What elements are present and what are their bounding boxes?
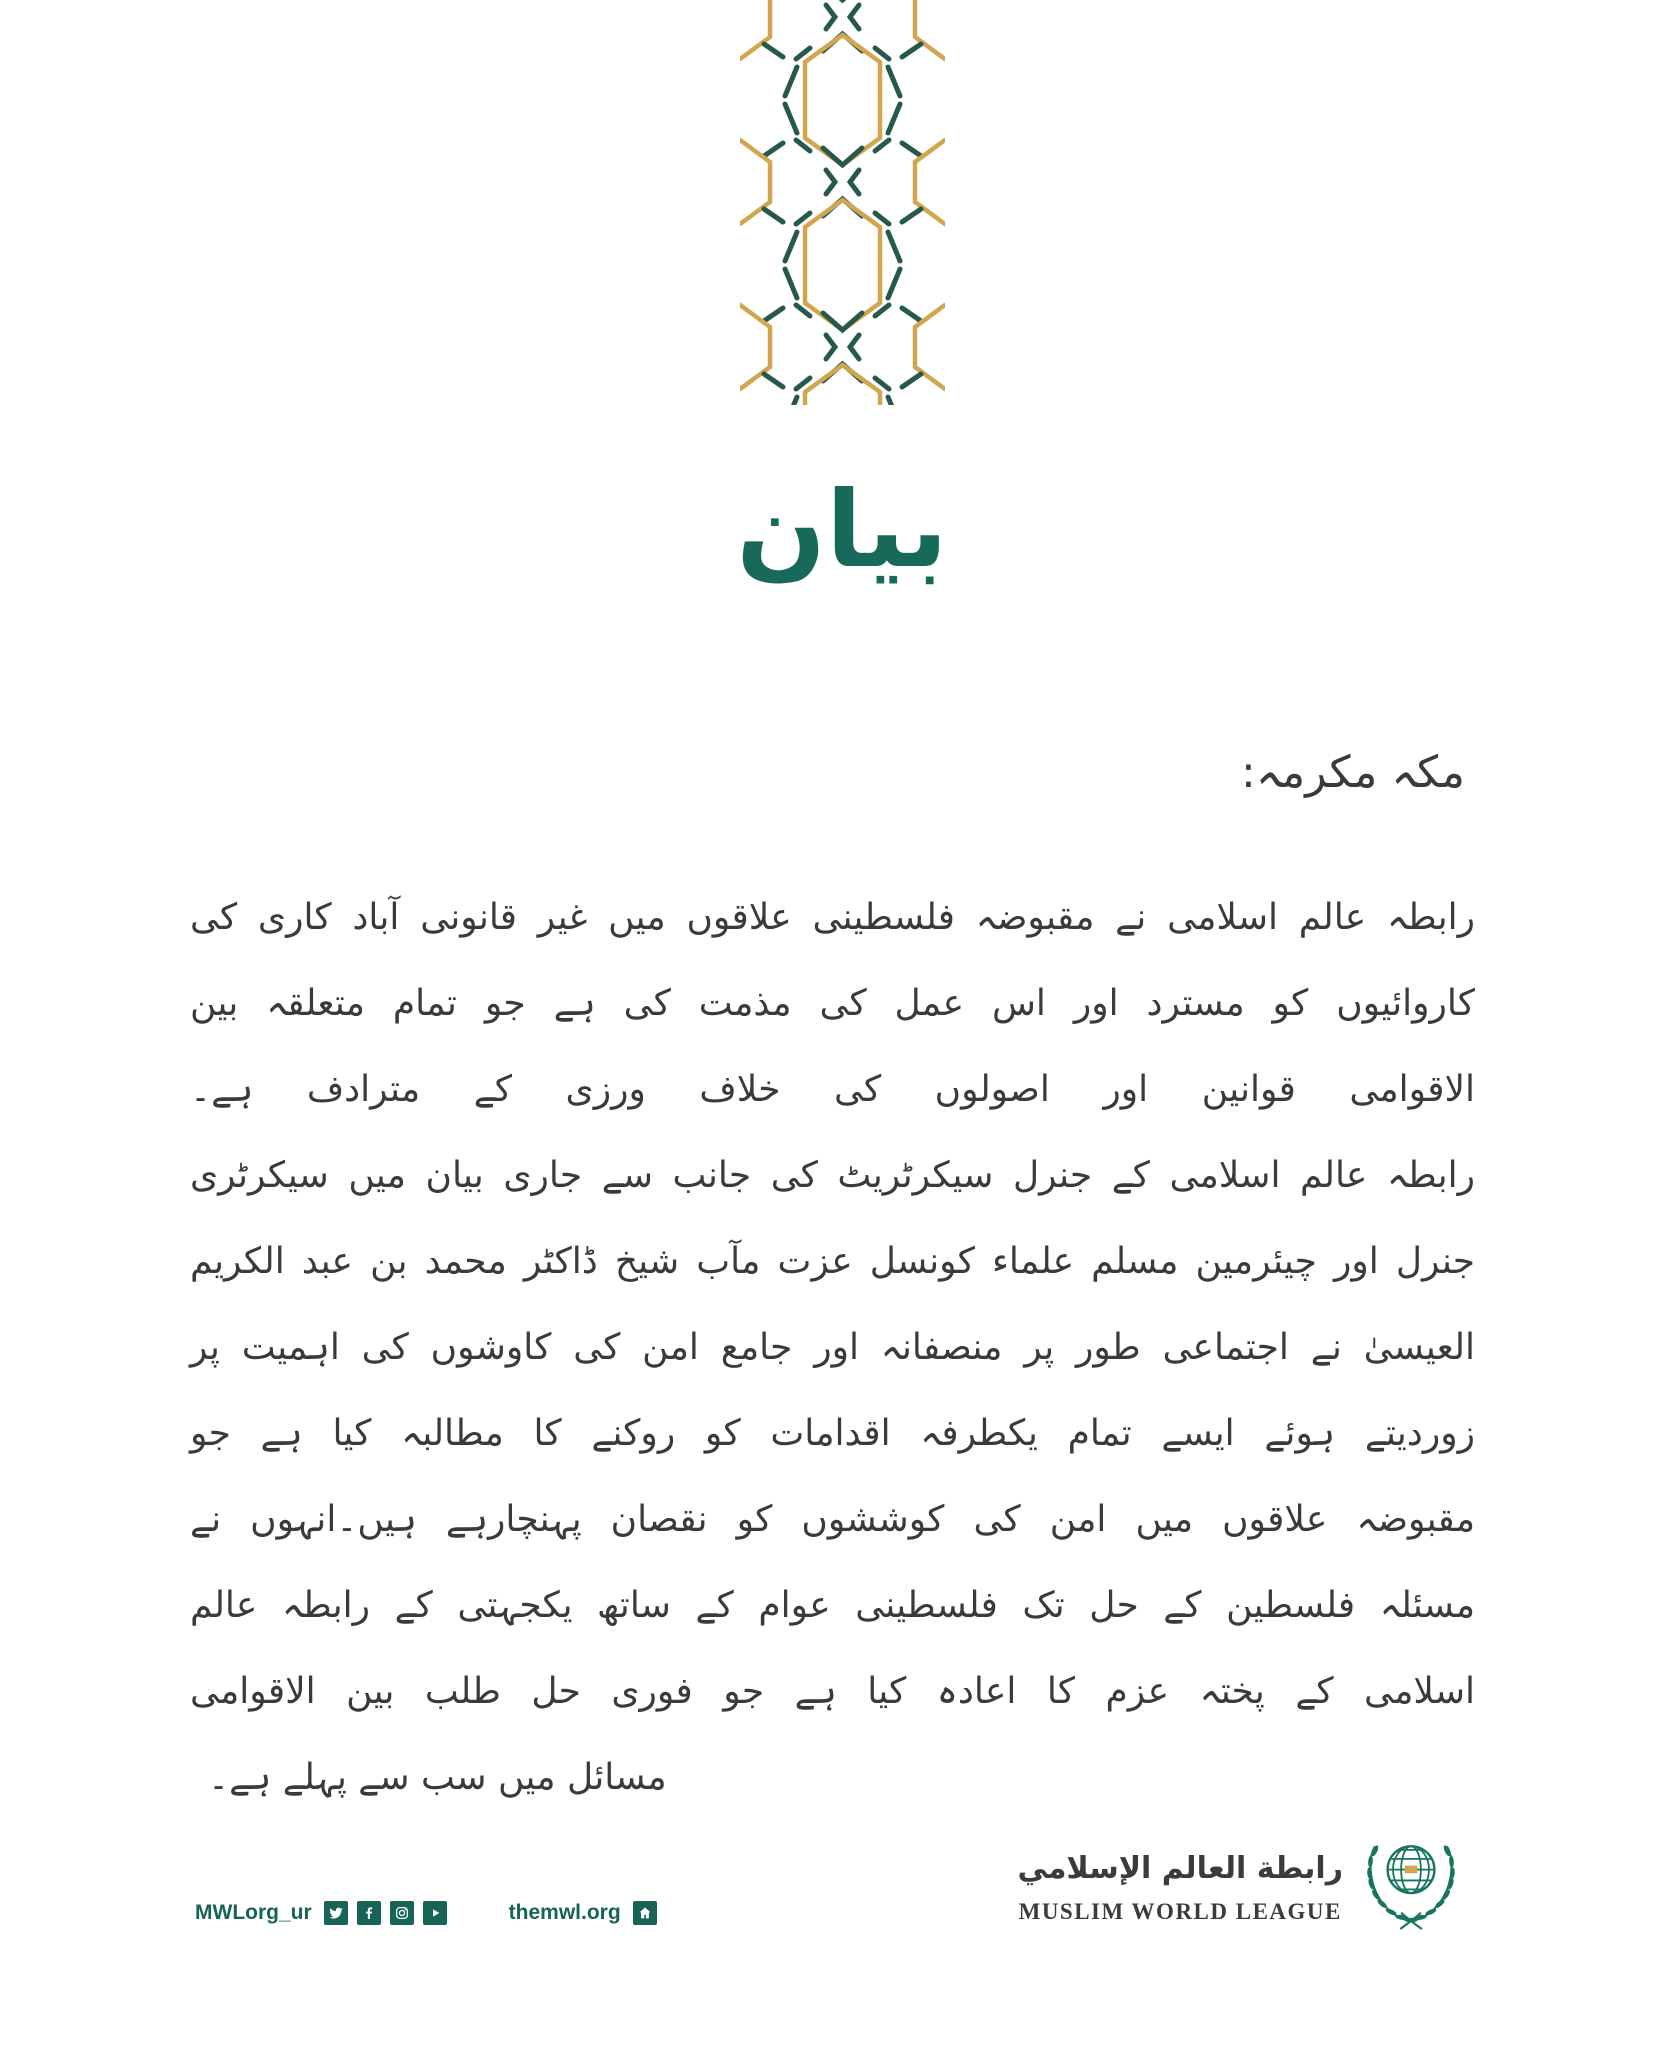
statement-line: اسلامی کے پختہ عزم کا اعادہ کیا ہے جو فوری حل طلب بین الاقوامی bbox=[190, 1671, 1475, 1712]
home-icon[interactable] bbox=[633, 1901, 657, 1925]
globe-laurel-wreath-emblem-icon bbox=[1357, 1826, 1465, 1943]
statement-line: العیسیٰ نے اجتماعی طور پر منصفانہ اور جامع امن کی کاوشوں کی اہمیت پر bbox=[190, 1327, 1475, 1368]
statement-line: رابطہ عالم اسلامی نے مقبوضہ فلسطینی علاقوں میں غیر قانونی آباد کاری کی bbox=[190, 897, 1475, 938]
twitter-icon[interactable] bbox=[324, 1901, 348, 1925]
statement-line: جنرل اور چیئرمین مسلم علماء کونسل عزت مآب شیخ ڈاکٹر محمد بن عبد الکریم bbox=[190, 1241, 1475, 1282]
statement-body bbox=[190, 875, 1475, 1821]
footer bbox=[195, 1901, 657, 1925]
dateline: مکہ مکرمہ: bbox=[1241, 747, 1465, 798]
social-handle[interactable]: MWLorg_ur bbox=[195, 1901, 312, 1924]
statement-line: مسائل میں سب سے پہلے ہے۔ bbox=[208, 1757, 667, 1798]
statement-line: زوردیتے ہوئے ایسے تمام یکطرفہ اقدامات کو روکنے کا مطالبہ کیا ہے جو bbox=[190, 1413, 1475, 1454]
facebook-icon[interactable] bbox=[357, 1901, 381, 1925]
statement-line: رابطہ عالم اسلامی کے جنرل سیکرٹریٹ کی جانب سے جاری بیان میں سیکرٹری bbox=[190, 1155, 1475, 1196]
social-icons bbox=[324, 1901, 447, 1925]
statement-line: مقبوضہ علاقوں میں امن کی کوششوں کو نقصان پہنچارہے ہیں۔انہوں نے bbox=[190, 1499, 1475, 1540]
website-link[interactable]: themwl.org bbox=[508, 1901, 621, 1924]
logo-arabic-name: رابطة العالم الإسلامي bbox=[1017, 1850, 1343, 1886]
mwl-logo bbox=[1018, 1826, 1466, 1943]
islamic-geometric-pattern bbox=[740, 0, 945, 405]
statement-line: مسئلہ فلسطین کے حل تک فلسطینی عوام کے ساتھ یکجہتی کے رابطہ عالم bbox=[190, 1585, 1475, 1626]
instagram-icon[interactable] bbox=[390, 1901, 414, 1925]
logo-english-name: MUSLIM WORLD LEAGUE bbox=[1018, 1898, 1342, 1924]
youtube-play-icon[interactable] bbox=[423, 1901, 447, 1925]
statement-line: کاروائیوں کو مسترد اور اس عمل کی مذمت کی ہے جو تمام متعلقہ بین bbox=[190, 983, 1475, 1024]
statement-line: الاقوامی قوانین اور اصولوں کی خلاف ورزی کے مترادف ہے۔ bbox=[190, 1069, 1475, 1110]
page-title: بیان bbox=[736, 469, 948, 591]
